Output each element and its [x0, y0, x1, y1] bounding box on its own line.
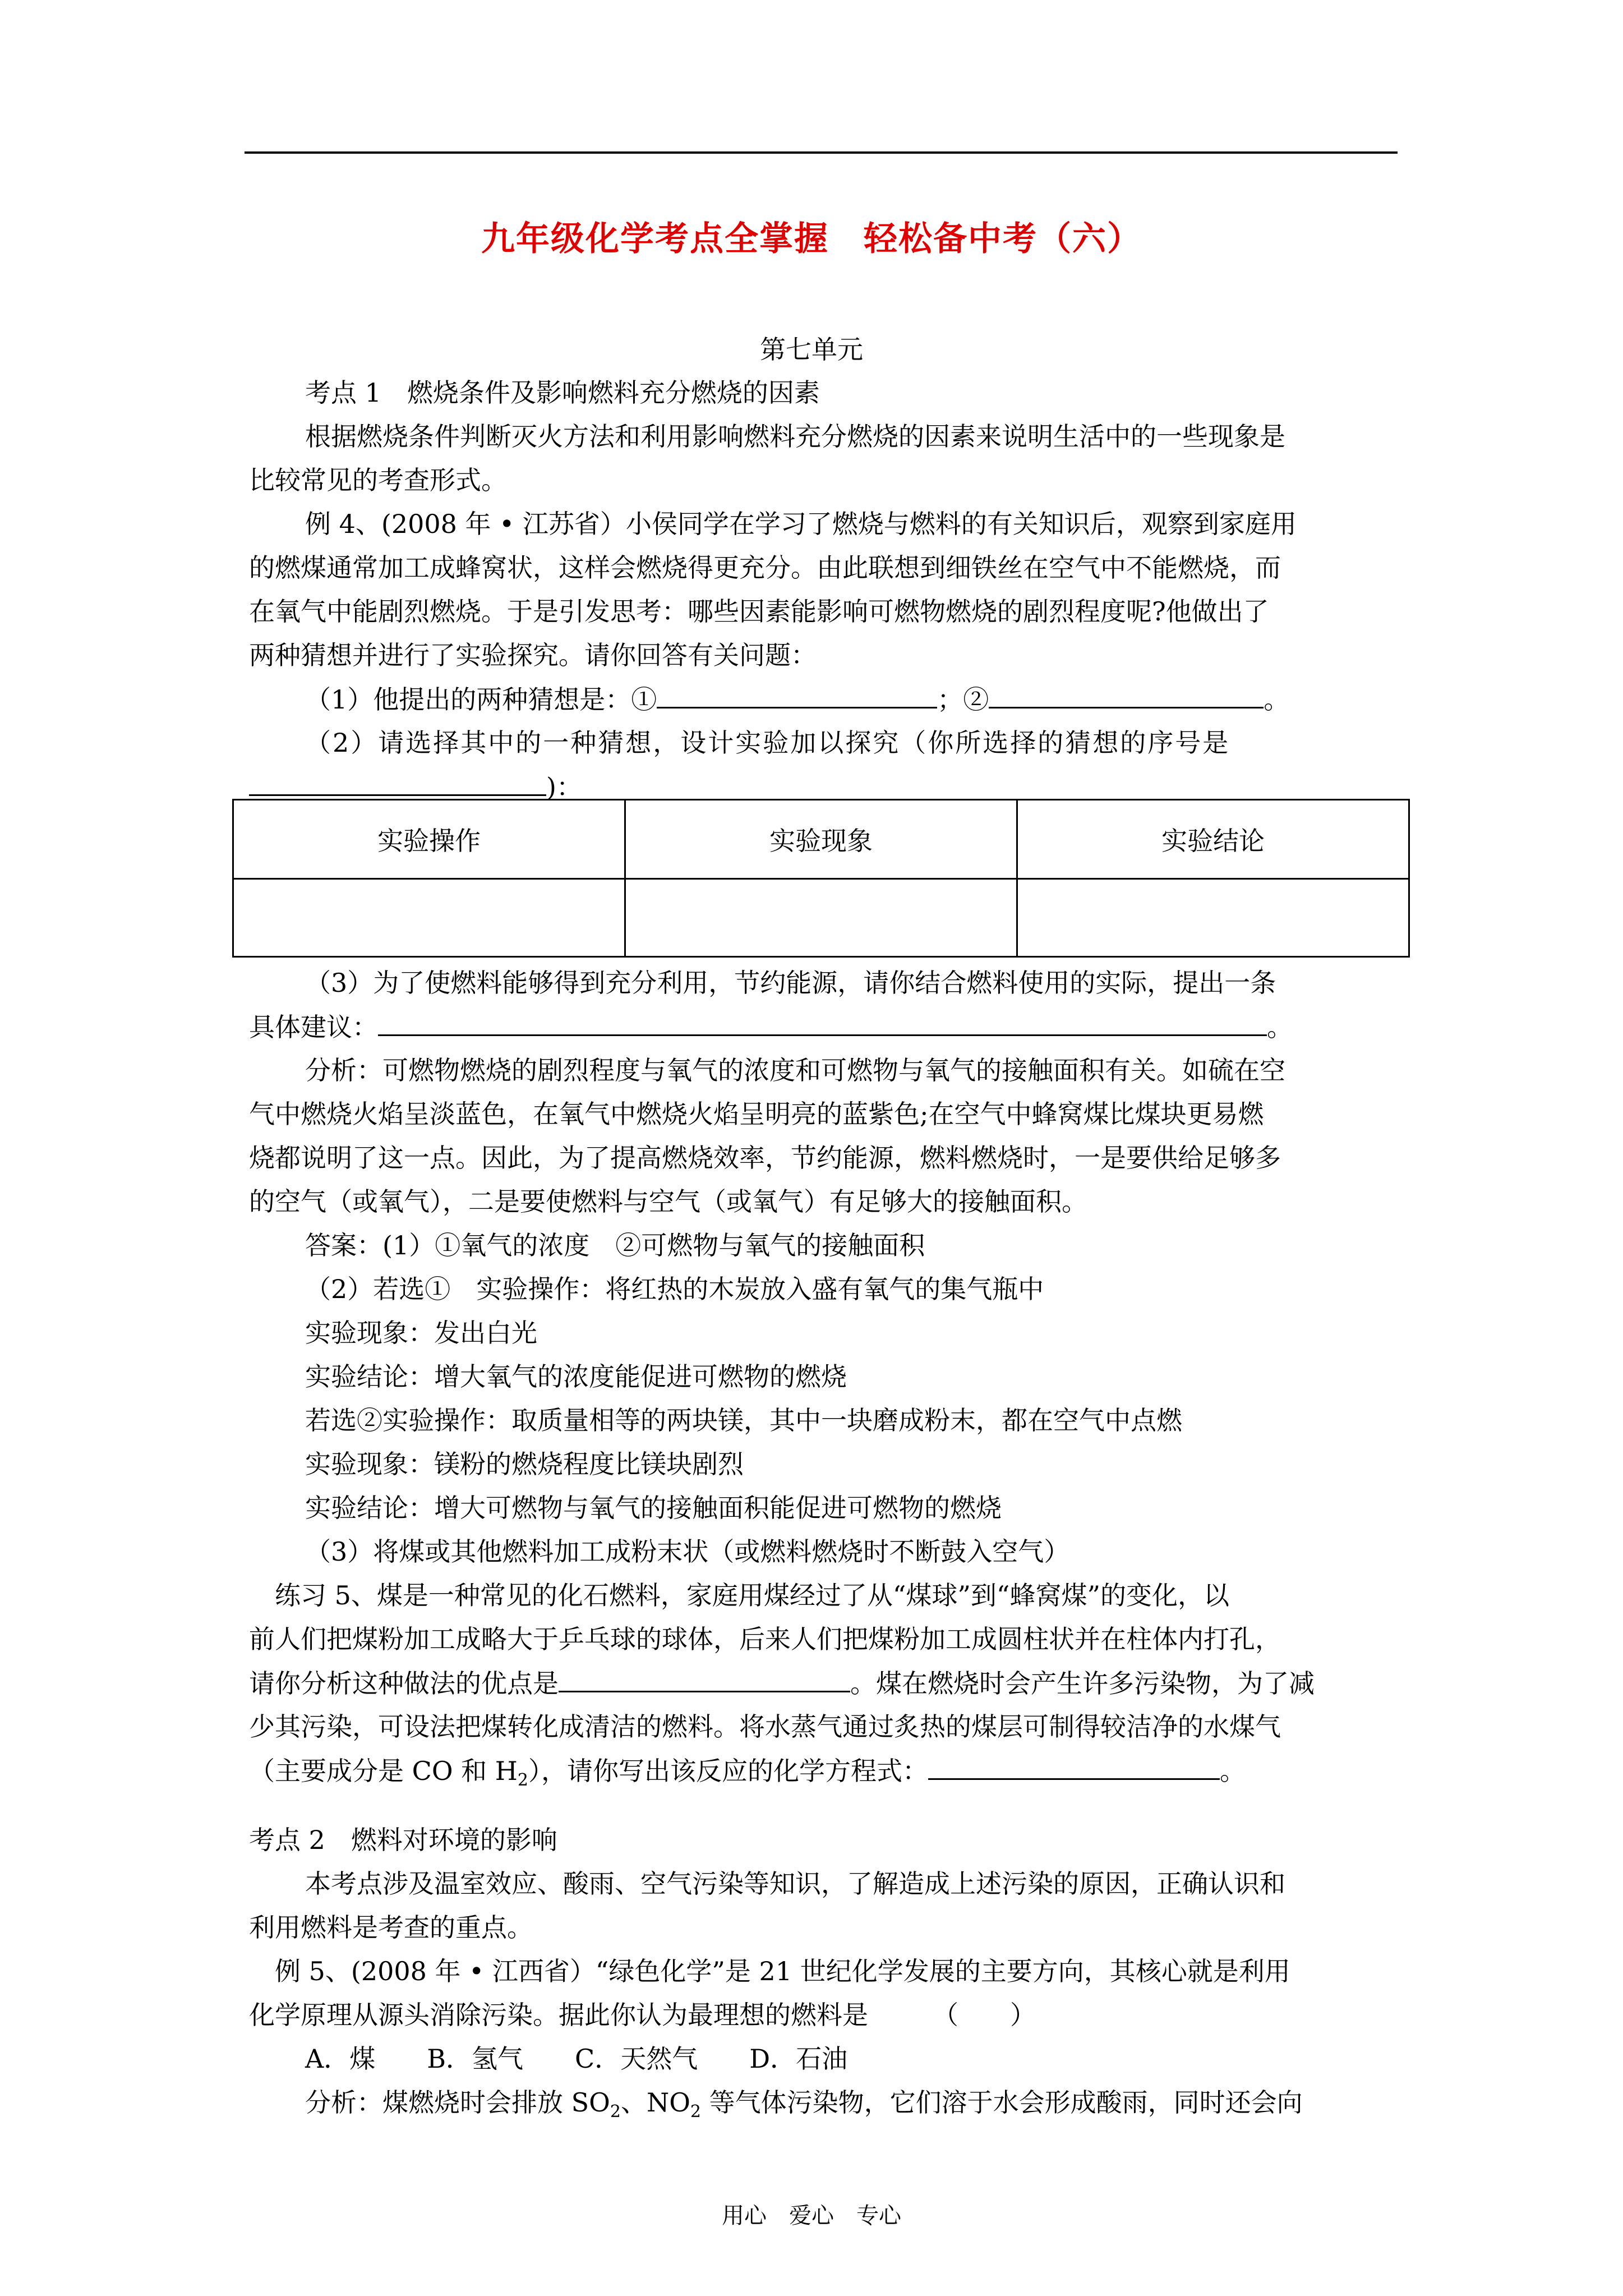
answer-line-8: （3）将煤或其他燃料加工成粉末状（或燃料燃烧时不断鼓入空气） — [305, 1536, 1070, 1567]
ex5b-options: A．煤 B．氢气 C．天然气 D．石油 — [305, 2044, 848, 2074]
header-rule — [245, 151, 1398, 154]
ex5b-line-1: 例 5、(2008 年 • 江西省）“绿色化学”是 21 世纪化学发展的主要方向，其核心就是利用 — [275, 1956, 1290, 1986]
ex4-line-3: 在氧气中能剧烈燃烧。于是引发思考：哪些因素能影响可燃物燃烧的剧烈程度呢?他做出了 — [249, 596, 1269, 627]
answer-line-6: 实验现象：镁粉的燃烧程度比镁块剧烈 — [305, 1449, 744, 1479]
s2-intro-1: 本考点涉及温室效应、酸雨、空气污染等知识，了解造成上述污染的原因，正确认识和 — [305, 1869, 1285, 1899]
s1-heading: 考点 1 燃烧条件及影响燃料充分燃烧的因素 — [305, 378, 820, 408]
page-footer: 用心 爱心 专心 — [722, 2203, 901, 2229]
analysis-line-4: 的空气（或氧气），二是要使燃料与空气（或氧气）有足够大的接触面积。 — [249, 1186, 1087, 1217]
table-cell — [625, 879, 1017, 957]
table-header-conclusion: 实验结论 — [1017, 800, 1409, 879]
s1-intro-2: 比较常见的考查形式。 — [249, 465, 507, 495]
ex5-line-1: 练习 5、煤是一种常见的化石燃料，家庭用煤经过了从“煤球”到“蜂窝煤”的变化，以 — [275, 1580, 1229, 1611]
ex5-line-3: 请你分析这种做法的优点是 。煤在燃烧时会产生许多污染物，为了减 — [249, 1666, 1315, 1700]
answer-blank — [249, 770, 546, 796]
analysis-line-2: 气中燃烧火焰呈淡蓝色，在氧气中燃烧火焰呈明亮的蓝紫色;在空气中蜂窝煤比煤块更易燃 — [249, 1099, 1264, 1129]
analysis-line-1: 分析：可燃物燃烧的剧烈程度与氧气的浓度和可燃物与氧气的接触面积有关。如硫在空 — [305, 1055, 1285, 1085]
answer-blank — [657, 682, 937, 708]
answer-line-3: 实验现象：发出白光 — [305, 1318, 537, 1348]
answer-blank — [928, 1754, 1220, 1780]
answer-line-2: （2）若选① 实验操作：将红热的木炭放入盛有氧气的集气瓶中 — [305, 1274, 1044, 1304]
ex5b-line-2: 化学原理从源头消除污染。据此你认为最理想的燃料是 （ ） — [249, 2000, 1036, 2030]
page-title: 九年级化学考点全掌握 轻松备中考（六） — [481, 219, 1142, 259]
ex4-line-4: 两种猜想并进行了实验探究。请你回答有关问题： — [249, 640, 817, 670]
q3-line-1: （3）为了使燃料能够得到充分利用，节约能源，请你结合燃料使用的实际，提出一条 — [305, 968, 1276, 998]
s2-intro-2: 利用燃料是考查的重点。 — [249, 1912, 533, 1943]
analysis-line-3: 烧都说明了这一点。因此，为了提高燃烧效率，节约能源，燃料燃烧时，一是要供给足够多 — [249, 1143, 1281, 1173]
ex4-line-2: 的燃煤通常加工成蜂窝状，这样会燃烧得更充分。由此联想到细铁丝在空气中不能燃烧，而 — [249, 553, 1281, 583]
experiment-table — [232, 799, 1410, 958]
s2-heading: 考点 2 燃料对环境的影响 — [249, 1825, 557, 1855]
s1-intro-1: 根据燃烧条件判断灭火方法和利用影响燃料充分燃烧的因素来说明生活中的一些现象是 — [305, 421, 1285, 452]
q3-line-2: 具体建议： 。 — [249, 1010, 1293, 1044]
answer-blank — [378, 1010, 1267, 1036]
answer-line-4: 实验结论：增大氧气的浓度能促进可燃物的燃烧 — [305, 1361, 847, 1392]
ex5-line-4: 少其污染，可设法把煤转化成清洁的燃料。将水蒸气通过炙热的煤层可制得较洁净的水煤气 — [249, 1711, 1281, 1742]
table-cell — [1017, 879, 1409, 957]
table-header-operation: 实验操作 — [233, 800, 625, 879]
answer-line-7: 实验结论：增大可燃物与氧气的接触面积能促进可燃物的燃烧 — [305, 1493, 1002, 1523]
answer-blank — [559, 1666, 850, 1692]
ex4-line-1: 例 4、(2008 年 • 江苏省）小侯同学在学习了燃烧与燃料的有关知识后，观察到家庭用 — [305, 509, 1297, 539]
answer-line-1: 答案：(1）①氧气的浓度 ②可燃物与氧气的接触面积 — [305, 1230, 925, 1260]
q2-line-2: )： — [249, 770, 582, 804]
ex5-line-2: 前人们把煤粉加工成略大于乒乓球的球体，后来人们把煤粉加工成圆柱状并在柱体内打孔， — [249, 1624, 1281, 1654]
unit-heading: 第七单元 — [760, 334, 863, 365]
ex5-line-5: （主要成分是 CO 和 $H_2$），请你写出该反应的化学方程式： 。 — [249, 1754, 1246, 1788]
s2-analysis-line: 分析：煤燃烧时会排放 $SO_2$、$NO_2$ 等气体污染物，它们溶于水会形成酸雨，同时还会向 — [305, 2087, 1303, 2122]
q2-line-1: （2）请选择其中的一种猜想，设计实验加以探究（你所选择的猜想的序号是 — [305, 728, 1230, 758]
table-cell — [233, 879, 625, 957]
answer-blank — [989, 682, 1264, 708]
q1-line: （1）他提出的两种猜想是：① ；② 。 — [305, 682, 1289, 716]
answer-line-5: 若选②实验操作：取质量相等的两块镁，其中一块磨成粉末，都在空气中点燃 — [305, 1405, 1182, 1435]
table-header-phenomenon: 实验现象 — [625, 800, 1017, 879]
